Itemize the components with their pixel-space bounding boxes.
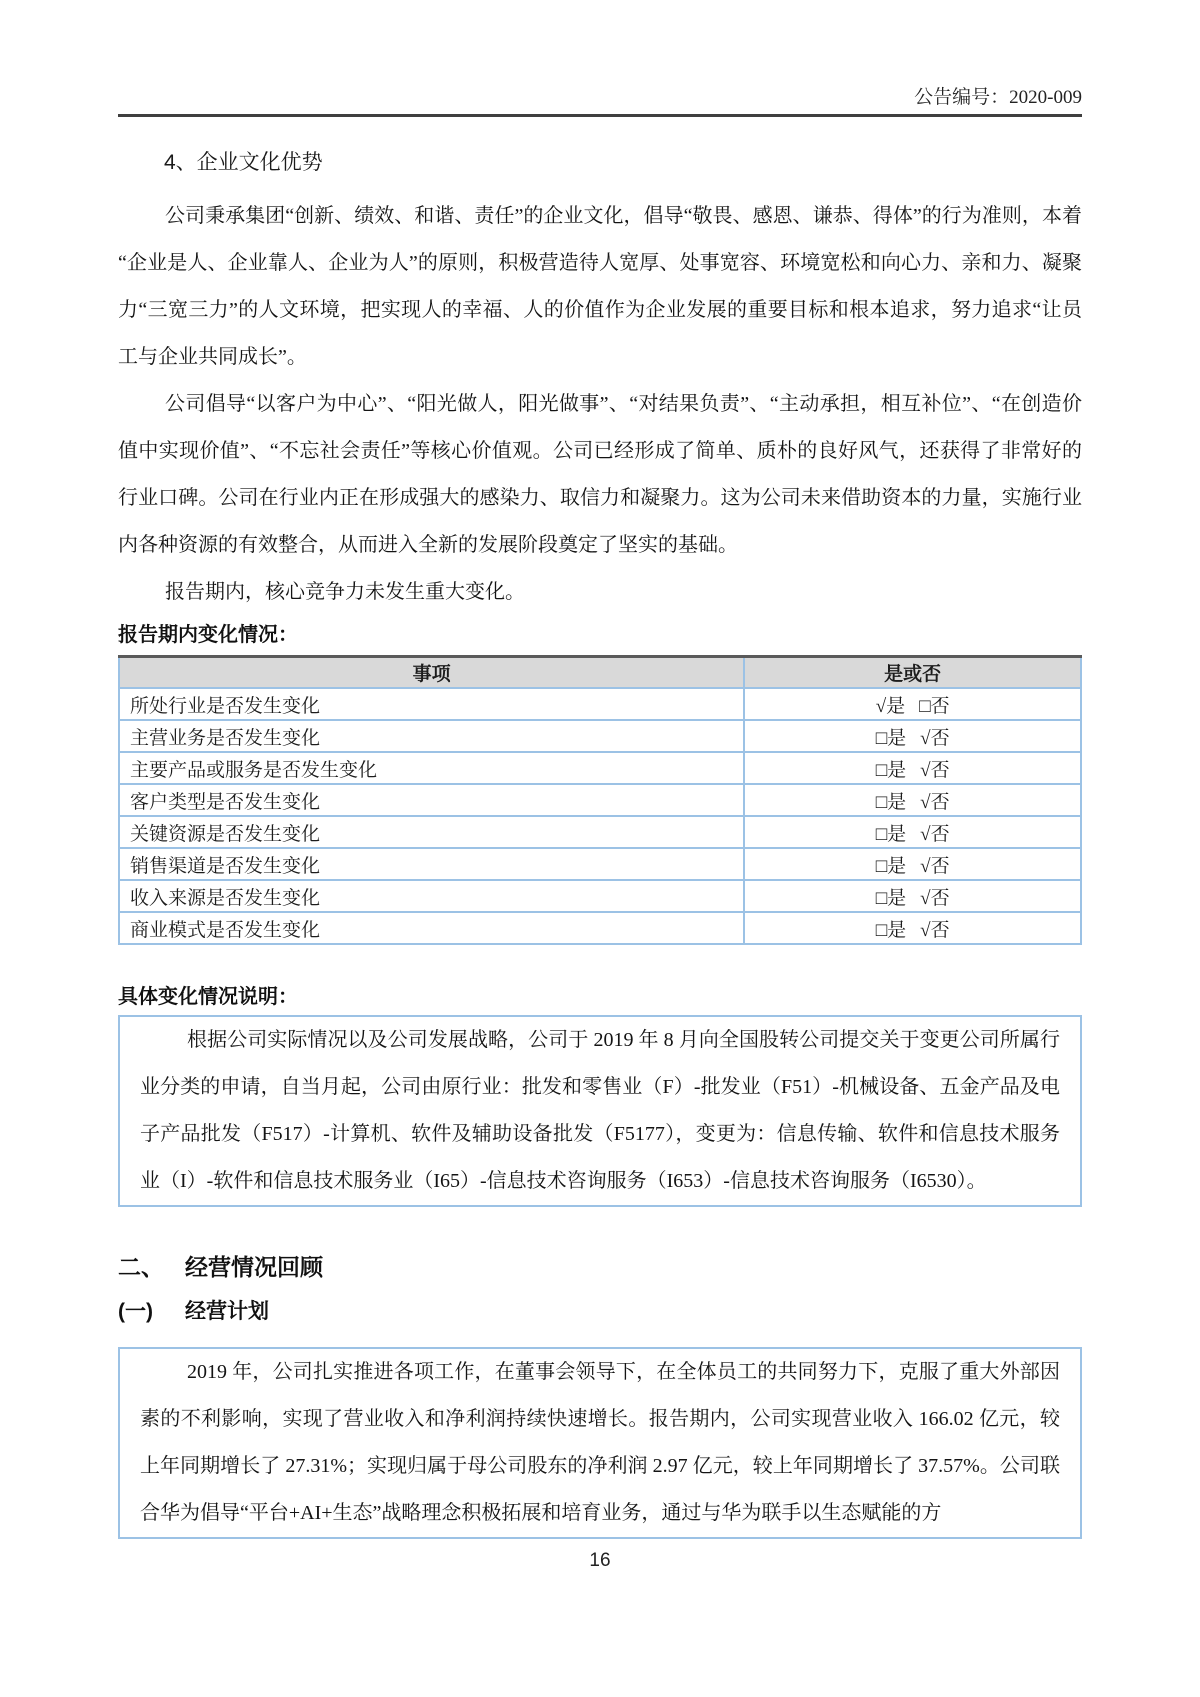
change-item-cell: 商业模式是否发生变化	[119, 912, 744, 944]
yes-option: □是	[875, 823, 907, 845]
section-heading-operating-review	[118, 1251, 1082, 1283]
paragraph-culture-1: 公司秉承集团“创新、绩效、和谐、责任”的企业文化，倡导“敬畏、感恩、谦恭、得体”的行为准则，本着“企业是人、企业靠人、企业为人”的原则，积极营造待人宽厚、处事宽容、环境宽松和向心力、亲和力、凝聚力“三宽三力”的人文环境，把实现人的幸福、人的价值作为企业发展的重要目标和根本追求，努力追求“让员工与企业共同成长”。	[118, 205, 1082, 368]
change-table-label: 报告期内变化情况：	[118, 624, 298, 646]
table-row	[119, 752, 1081, 784]
no-option: √否	[920, 759, 950, 781]
yes-no-cell	[744, 848, 1081, 880]
yes-no-cell	[744, 784, 1081, 816]
no-option: √否	[920, 855, 950, 877]
yes-no-cell	[744, 880, 1081, 912]
section-heading-corporate-culture: 4、企业文化优势	[164, 151, 323, 174]
paragraph-core-competence: 报告期内，核心竞争力未发生重大变化。	[165, 581, 525, 603]
yes-option: □是	[875, 855, 907, 877]
change-item-cell: 客户类型是否发生变化	[119, 784, 744, 816]
paragraph-culture-2: 公司倡导“以客户为中心”、“阳光做人，阳光做事”、“对结果负责”、“主动承担，相互补位”、“在创造价值中实现价值”、“不忘社会责任”等核心价值观。公司已经形成了简单、质朴的良好风气，还获得了非常好的行业口碑。公司在行业内正在形成强大的感染力、取信力和凝聚力。这为公司未来借助资本的力量，实施行业内各种资源的有效整合，从而进入全新的发展阶段奠定了坚实的基础。	[118, 393, 1082, 556]
change-item-cell: 销售渠道是否发生变化	[119, 848, 744, 880]
table-header-row	[119, 657, 1081, 689]
table-row	[119, 688, 1081, 720]
yes-no-cell	[744, 720, 1081, 752]
section-number: 二、	[118, 1254, 164, 1280]
change-note-label: 具体变化情况说明：	[118, 986, 298, 1008]
change-table	[118, 655, 1082, 945]
change-item-cell: 主营业务是否发生变化	[119, 720, 744, 752]
page-number: 16	[589, 1550, 611, 1571]
subsection-number: (一)	[118, 1300, 153, 1323]
table-row	[119, 784, 1081, 816]
operating-plan-text: 2019 年，公司扎实推进各项工作，在董事会领导下，在全体员工的共同努力下，克服了重大外部因素的不利影响，实现了营业收入和净利润持续快速增长。报告期内，公司实现营业收入 166.02 亿元，较上年同期增长了 27.31%；实现归属于母公司股东的净利润 2.97 亿元，较上年同期增长了 37.57%。公司联合华为倡导“平台+AI+生态”战略理念积极拓展和培育业务，通过与华为联手以生态赋能的方	[140, 1361, 1060, 1524]
no-option: √否	[920, 919, 950, 941]
change-item-cell: 收入来源是否发生变化	[119, 880, 744, 912]
yes-no-cell	[744, 688, 1081, 720]
yes-no-cell	[744, 816, 1081, 848]
yes-no-cell	[744, 752, 1081, 784]
header-divider-rule	[118, 114, 1082, 117]
table-row	[119, 848, 1081, 880]
section-title: 经营情况回顾	[185, 1254, 323, 1280]
yes-option: √是	[875, 695, 906, 717]
document-header	[118, 0, 1082, 110]
operating-plan-box	[118, 1347, 1082, 1539]
yes-option: □是	[875, 791, 907, 813]
announcement-number: 公告编号：2020-009	[914, 87, 1082, 108]
no-option: √否	[920, 791, 950, 813]
table-row	[119, 880, 1081, 912]
yes-option: □是	[875, 759, 907, 781]
change-note-text: 根据公司实际情况以及公司发展战略，公司于 2019 年 8 月向全国股转公司提交关于变更公司所属行业分类的申请，自当月起，公司由原行业：批发和零售业（F）-批发业（F51）-机械设备、五金产品及电子产品批发（F517）-计算机、软件及辅助设备批发（F5177），变更为：信息传输、软件和信息技术服务业（I）-软件和信息技术服务业（I65）-信息技术咨询服务（I653）-信息技术咨询服务（I6530）。	[140, 1029, 1060, 1192]
yes-no-cell	[744, 912, 1081, 944]
yes-option: □是	[875, 727, 907, 749]
table-row	[119, 816, 1081, 848]
yes-option: □是	[875, 919, 907, 941]
table-row	[119, 912, 1081, 944]
subsection-title: 经营计划	[185, 1300, 269, 1323]
no-option: √否	[920, 887, 950, 909]
column-header-item: 事项	[119, 657, 744, 689]
change-item-cell: 主要产品或服务是否发生变化	[119, 752, 744, 784]
change-note-box	[118, 1015, 1082, 1207]
column-header-yes-no: 是或否	[744, 657, 1081, 689]
change-item-cell: 所处行业是否发生变化	[119, 688, 744, 720]
section-body	[118, 193, 1082, 616]
no-option: □否	[919, 695, 950, 717]
subsection-heading-operating-plan	[118, 1297, 1082, 1327]
table-row	[119, 720, 1081, 752]
no-option: √否	[920, 823, 950, 845]
change-item-cell: 关键资源是否发生变化	[119, 816, 744, 848]
yes-option: □是	[875, 887, 907, 909]
no-option: √否	[920, 727, 950, 749]
